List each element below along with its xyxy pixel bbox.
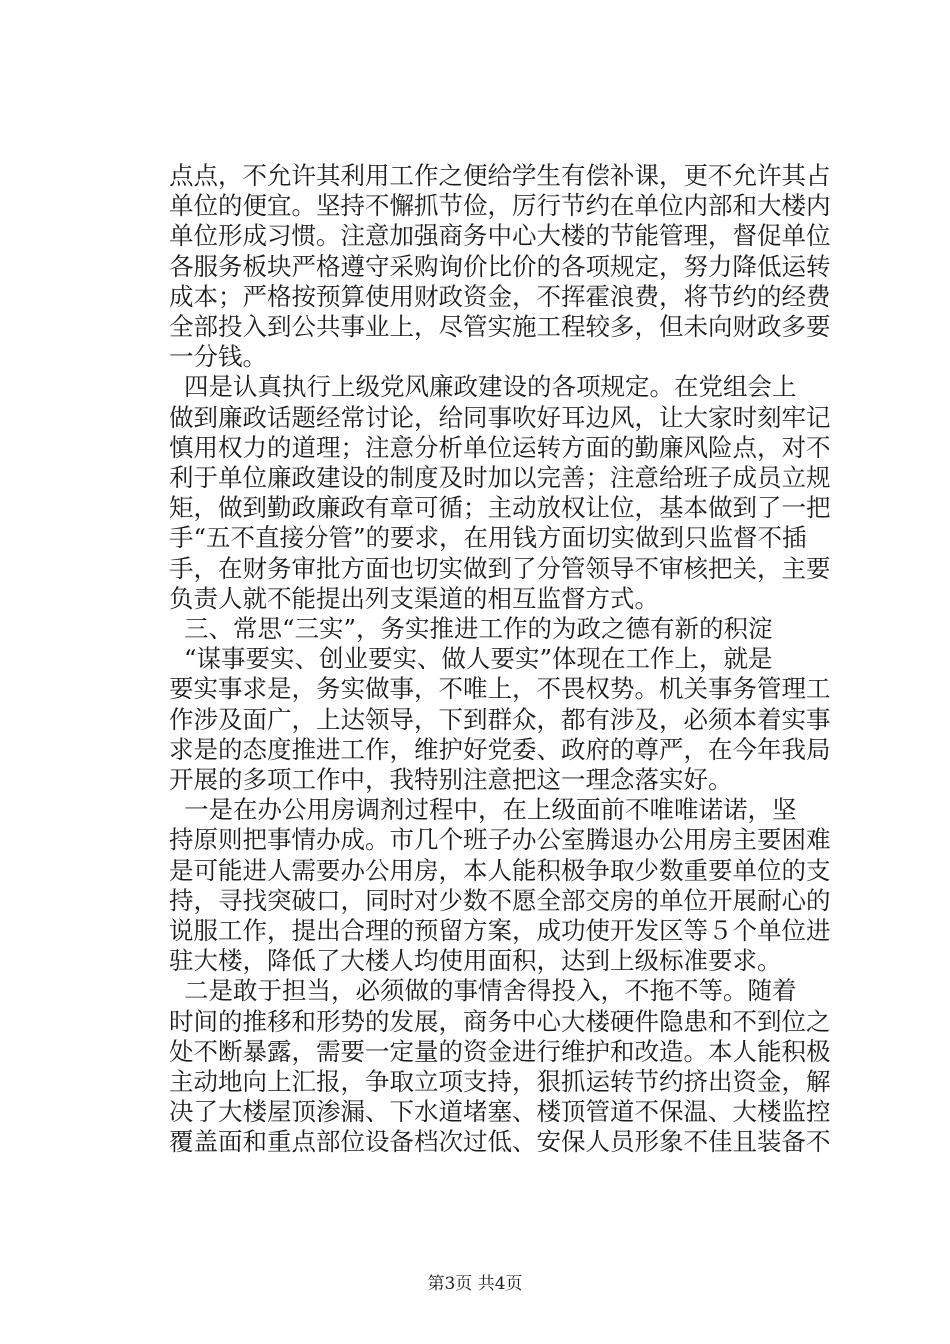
text-line: 一是在办公用房调剂过程中，在上级面前不唯唯诺诺，坚 [184, 795, 797, 825]
text-line: 全部投入到公共事业上，尽管实施工程较多，但未向财政多要 [169, 312, 831, 341]
text-line: 主动地向上汇报，争取立项支持，狠抓运转节约挤出资金，解 [169, 1067, 831, 1096]
text-line: 点点，不允许其利用工作之便给学生有偿补课，更不允许其占 [169, 161, 831, 190]
text-line: 手“五不直接分管”的要求，在用钱方面切实做到只监督不插 [169, 523, 807, 553]
text-line: 决了大楼屋顶渗漏、下水道堵塞、楼顶管道不保温、大楼监控 [169, 1097, 831, 1127]
text-line: 各服务板块严格遵守采购询价比价的各项规定，努力降低运转 [169, 251, 831, 281]
text-line: 做到廉政话题经常讨论，给同事吹好耳边风，让大家时刻牢记 [169, 402, 831, 432]
text-line: 慎用权力的道理；注意分析单位运转方面的勤廉风险点，对不 [169, 432, 831, 462]
text-line: 求是的态度推进工作，维护好党委、政府的尊严，在今年我局 [169, 734, 831, 764]
text-line: 四是认真执行上级党风廉政建设的各项规定。在党组会上 [184, 372, 797, 402]
text-line: 成本；严格按预算使用财政资金，不挥霍浪费，将节约的经费 [169, 281, 831, 311]
text-line: 负责人就不能提出列支渠道的相互监督方式。 [169, 583, 659, 613]
text-line: 驻大楼，降低了大楼人均使用面积，达到上级标准要求。 [169, 946, 782, 976]
text-line: 单位形成习惯。注意加强商务中心大楼的节能管理，督促单位 [169, 221, 831, 251]
text-line: 单位的便宜。坚持不懈抓节俭，厉行节约在单位内部和大楼内 [169, 191, 831, 221]
text-line: 持原则把事情办成。市几个班子办公室腾退办公用房主要困难 [169, 825, 831, 855]
text-line: 时间的推移和形势的发展，商务中心大楼硬件隐患和不到位之 [169, 1006, 831, 1036]
text-line: 手，在财务审批方面也切实做到了分管领导不审核把关，主要 [169, 553, 831, 583]
text-line: 说服工作，提出合理的预留方案，成功使开发区等５个单位进 [169, 916, 831, 945]
text-line: 一分钱。 [169, 342, 267, 372]
text-line: 覆盖面和重点部位设备档次过低、安保人员形象不佳且装备不 [169, 1127, 831, 1157]
text-line: 要实事求是，务实做事，不唯上，不畏权势。机关事务管理工 [169, 674, 831, 704]
text-line: 是可能进人需要办公用房，本人能积极争取少数重要单位的支 [169, 855, 831, 885]
text-line: “谋事要实、创业要实、做人要实”体现在工作上，就是 [184, 644, 773, 674]
section-heading: 三、常思“三实”，务实推进工作的为政之德有新的积淀 [184, 614, 773, 643]
text-line: 二是敢于担当，必须做的事情舍得投入，不拖不等。随着 [184, 976, 797, 1006]
text-line: 矩，做到勤政廉政有章可循；主动放权让位，基本做到了一把 [169, 493, 831, 523]
page-number-footer: 第3页 共4页 [427, 1274, 523, 1294]
text-line: 开展的多项工作中，我特别注意把这一理念落实好。 [169, 765, 733, 794]
text-line: 持，寻找突破口，同时对少数不愿全部交房的单位开展耐心的 [169, 885, 831, 915]
text-line: 利于单位廉政建设的制度及时加以完善；注意给班子成员立规 [169, 463, 831, 492]
text-line: 处不断暴露，需要一定量的资金进行维护和改造。本人能积极 [169, 1036, 831, 1066]
text-line: 作涉及面广，上达领导，下到群众，都有涉及，必须本着实事 [169, 704, 831, 734]
